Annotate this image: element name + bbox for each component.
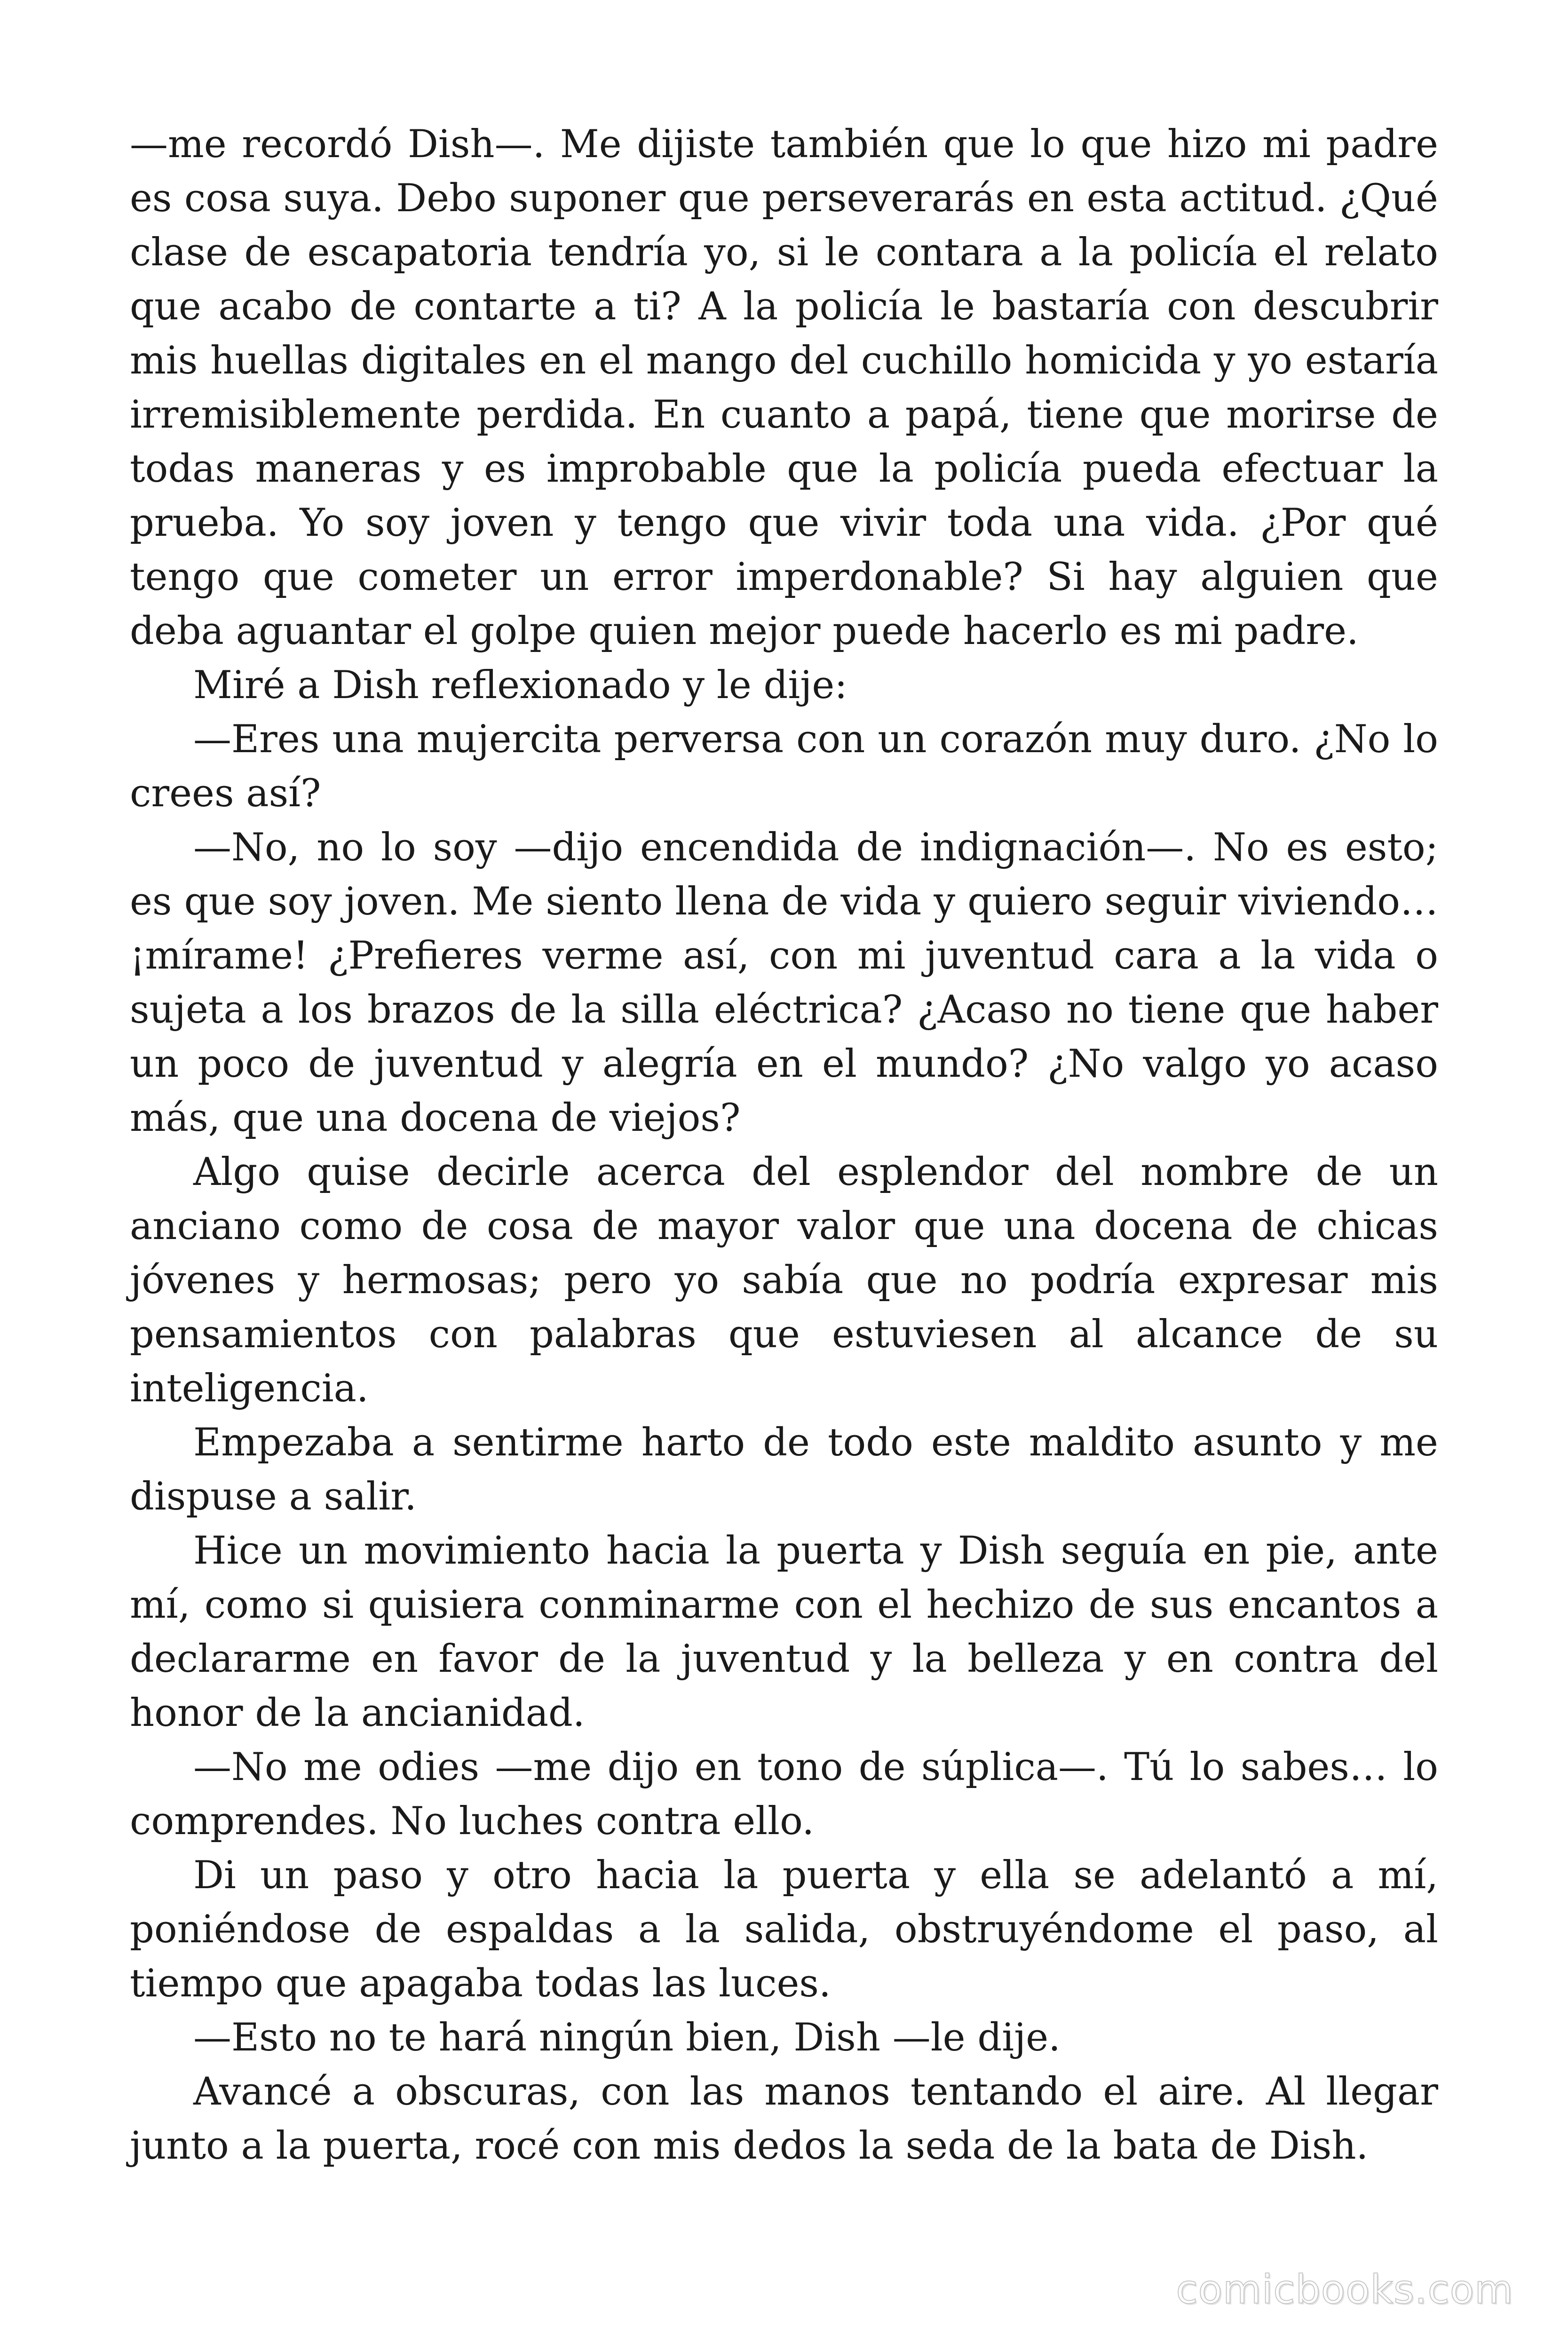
paragraph: —No, no lo soy —dijo encendida de indignación—. No es esto; es que soy joven. Me siento llena de vida y quiero seguir viviendo… ¡mírame! ¿Prefieres verme así, con mi juventud cara a la vida o sujeta a los brazos de la silla eléctrica? ¿Acaso no tiene que haber un poco de juventud y alegría en el mundo? ¿No valgo yo acaso más, que una docena de viejos? bbox=[130, 826, 1438, 1140]
paragraph: Miré a Dish reflexionado y le dije: bbox=[193, 663, 847, 707]
paragraph: —Esto no te hará ningún bien, Dish —le dije. bbox=[193, 2016, 1061, 2060]
paragraph-continuation: —me recordó Dish—. Me dijiste también que lo que hizo mi padre es cosa suya. Debo suponer que perseverarás en esta actitud. ¿Qué clase de escapatoria tendría yo, si le contara a la policía el relato que acabo de contarte a ti? A la policía le bastaría con descubrir mis huellas digitales en el mango del cuchillo homicida y yo estaría irremisiblemente perdida. En cuanto a papá, tiene que morirse de todas maneras y es improbable que la policía pueda efectuar la prueba. Yo soy joven y tengo que vivir toda una vida. ¿Por qué tengo que cometer un error imperdonable? Si hay alguien que deba aguantar el golpe quien mejor puede hacerlo es mi padre. bbox=[130, 122, 1438, 653]
paragraph: Avancé a obscuras, con las manos tentando el aire. Al llegar junto a la puerta, rocé con mis dedos la seda de la bata de Dish. bbox=[130, 2070, 1438, 2168]
paragraph: Empezaba a sentirme harto de todo este maldito asunto y me dispuse a salir. bbox=[130, 1421, 1438, 1519]
site-watermark: comicbooks.com bbox=[1176, 2266, 1513, 2312]
paragraph: Algo quise decirle acerca del esplendor del nombre de un anciano como de cosa de mayor valor que una docena de chicas jóvenes y hermosas; pero yo sabía que no podría expresar mis pensamientos con palabras que estuviesen al alcance de su inteligencia. bbox=[130, 1150, 1438, 1411]
paragraph: —Eres una mujercita perversa con un corazón muy duro. ¿No lo crees así? bbox=[130, 717, 1438, 816]
paragraph: —No me odies —me dijo en tono de súplica—. Tú lo sabes… lo comprendes. No luches contra ello. bbox=[130, 1745, 1438, 1843]
body-text bbox=[130, 118, 1438, 2173]
paragraph: Di un paso y otro hacia la puerta y ella se adelantó a mí, poniéndose de espaldas a la salida, obstruyéndome el paso, al tiempo que apagaba todas las luces. bbox=[130, 1853, 1438, 2006]
paragraph: Hice un movimiento hacia la puerta y Dish seguía en pie, ante mí, como si quisiera conminarme con el hechizo de sus encantos a declararme en favor de la juventud y la belleza y en contra del honor de la ancianidad. bbox=[130, 1529, 1438, 1735]
